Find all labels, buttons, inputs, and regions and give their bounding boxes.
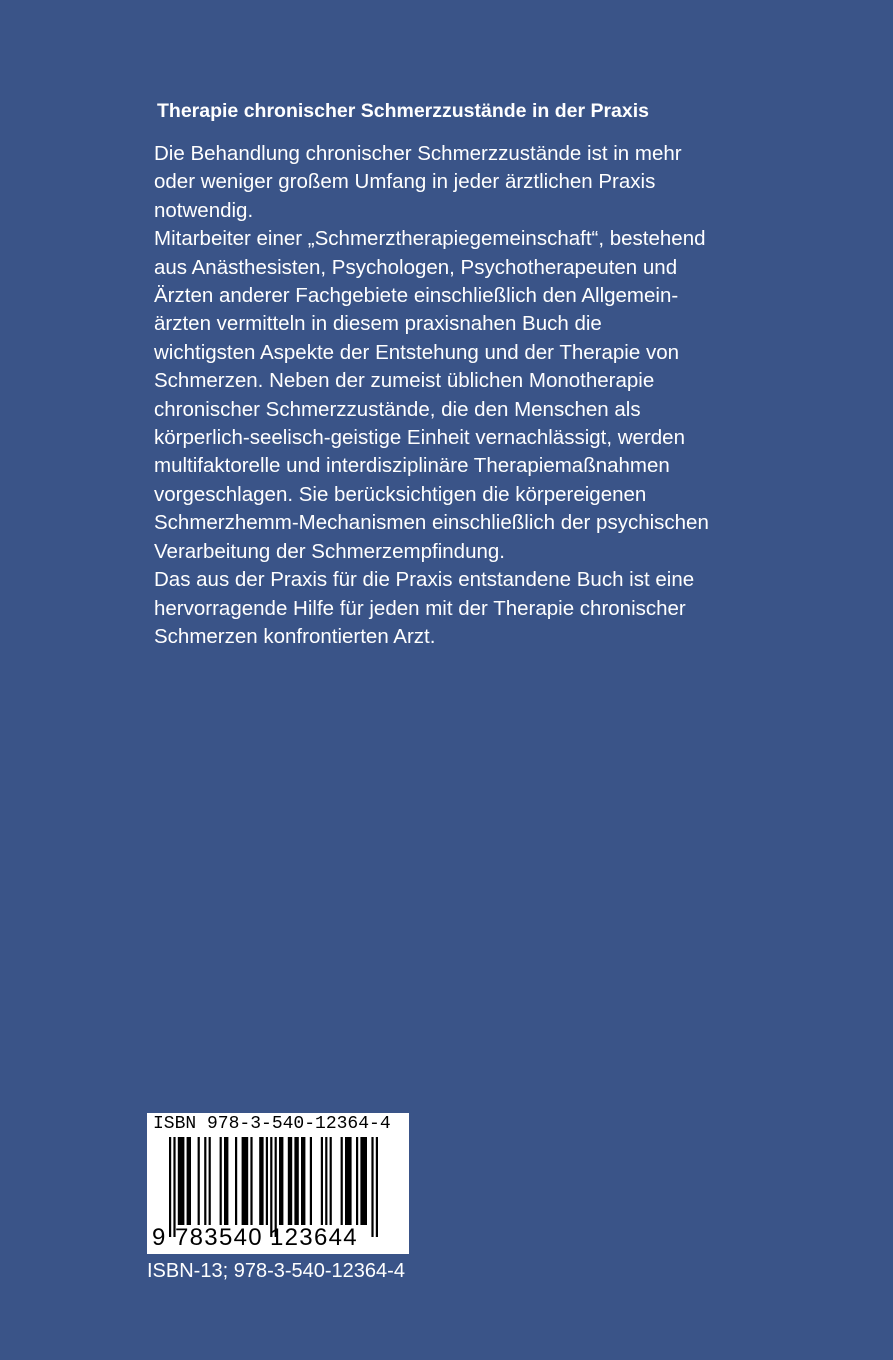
barcode-bar-3 bbox=[187, 1137, 191, 1225]
blurb-line: notwendig. bbox=[154, 198, 254, 222]
blurb-line: Das aus der Praxis für die Praxis entstandene Buch ist eine bbox=[154, 568, 695, 592]
back-cover-text bbox=[154, 96, 794, 651]
book-blurb bbox=[154, 140, 794, 651]
blurb-line: Mitarbeiter einer „Schmerztherapiegemeinschaft“, bestehend bbox=[154, 227, 706, 251]
isbn-label: ISBN 978-3-540-12364-4 bbox=[153, 1114, 391, 1134]
blurb-line: aus Anästhesisten, Psychologen, Psychotherapeuten und bbox=[154, 255, 678, 279]
barcode-bar-21 bbox=[321, 1137, 323, 1225]
barcode-guard-bar-15 bbox=[275, 1137, 277, 1237]
barcode-bar-17 bbox=[288, 1137, 292, 1225]
barcode-bar-22 bbox=[325, 1137, 327, 1225]
blurb-line: oder weniger großem Umfang in jeder ärztlichen Praxis bbox=[154, 170, 656, 194]
barcode-bar-6 bbox=[209, 1137, 211, 1225]
barcode-bar-24 bbox=[341, 1137, 343, 1225]
barcode-bar-10 bbox=[242, 1137, 249, 1225]
barcode-bar-9 bbox=[235, 1137, 237, 1225]
barcode-bar-25 bbox=[345, 1137, 352, 1225]
ean-first-digit: 9 bbox=[152, 1224, 166, 1251]
barcode-guard-bar-14 bbox=[270, 1137, 272, 1237]
blurb-line: Schmerzen konfrontierten Arzt. bbox=[154, 624, 436, 648]
barcode-bar-13 bbox=[266, 1137, 268, 1225]
ean-left-digits: 783540 bbox=[175, 1224, 263, 1251]
barcode-bar-11 bbox=[250, 1137, 252, 1225]
blurb-line: multifaktorelle und interdisziplinäre Therapiemaßnahmen bbox=[154, 454, 670, 478]
barcode-bar-16 bbox=[279, 1137, 283, 1225]
book-title: Therapie chronischer Schmerzzustände in der Praxis bbox=[157, 100, 650, 122]
blurb-line: Schmerzhemm-Mechanismen einschließlich der psychischen bbox=[154, 511, 709, 535]
blurb-line: Schmerzen. Neben der zumeist üblichen Monotherapie bbox=[154, 369, 655, 393]
blurb-line: hervorragende Hilfe für jeden mit der Therapie chronischer bbox=[154, 596, 686, 620]
barcode-bar-23 bbox=[330, 1137, 332, 1225]
blurb-line: wichtigsten Aspekte der Entstehung und der Therapie von bbox=[154, 340, 679, 364]
barcode-bar-27 bbox=[360, 1137, 367, 1225]
barcode-bar-20 bbox=[310, 1137, 312, 1225]
barcode-bar-18 bbox=[294, 1137, 298, 1225]
barcode-guard-bar-28 bbox=[371, 1137, 373, 1237]
barcode-bar-2 bbox=[178, 1137, 185, 1225]
barcode-bar-19 bbox=[301, 1137, 305, 1225]
barcode-bar-4 bbox=[198, 1137, 200, 1225]
barcode-guard-bar-1 bbox=[173, 1137, 175, 1237]
barcode-bar-7 bbox=[220, 1137, 222, 1225]
barcode-bar-8 bbox=[224, 1137, 228, 1225]
blurb-line: Ärzten anderer Fachgebiete einschließlich den Allgemein- bbox=[154, 284, 679, 308]
blurb-line: körperlich-seelisch-geistige Einheit vernachlässigt, werden bbox=[154, 426, 685, 450]
barcode-bar-26 bbox=[356, 1137, 358, 1225]
isbn13-label: ISBN-13; 978-3-540-12364-4 bbox=[147, 1260, 405, 1282]
ean-right-digits: 123644 bbox=[270, 1224, 358, 1251]
blurb-line: ärzten vermitteln in diesem praxisnahen Buch die bbox=[154, 312, 602, 336]
isbn-barcode bbox=[147, 1113, 409, 1254]
blurb-line: Die Behandlung chronischer Schmerzzustände ist in mehr bbox=[154, 142, 682, 165]
barcode-guard-bar-29 bbox=[376, 1137, 378, 1237]
blurb-line: vorgeschlagen. Sie berücksichtigen die körpereigenen bbox=[154, 482, 647, 506]
barcode-bar-12 bbox=[259, 1137, 263, 1225]
blurb-line: chronischer Schmerzzustände, die den Menschen als bbox=[154, 397, 641, 421]
barcode-guard-bar-0 bbox=[169, 1137, 171, 1237]
blurb-line: Verarbeitung der Schmerzempfindung. bbox=[154, 539, 505, 563]
barcode-bar-5 bbox=[204, 1137, 206, 1225]
